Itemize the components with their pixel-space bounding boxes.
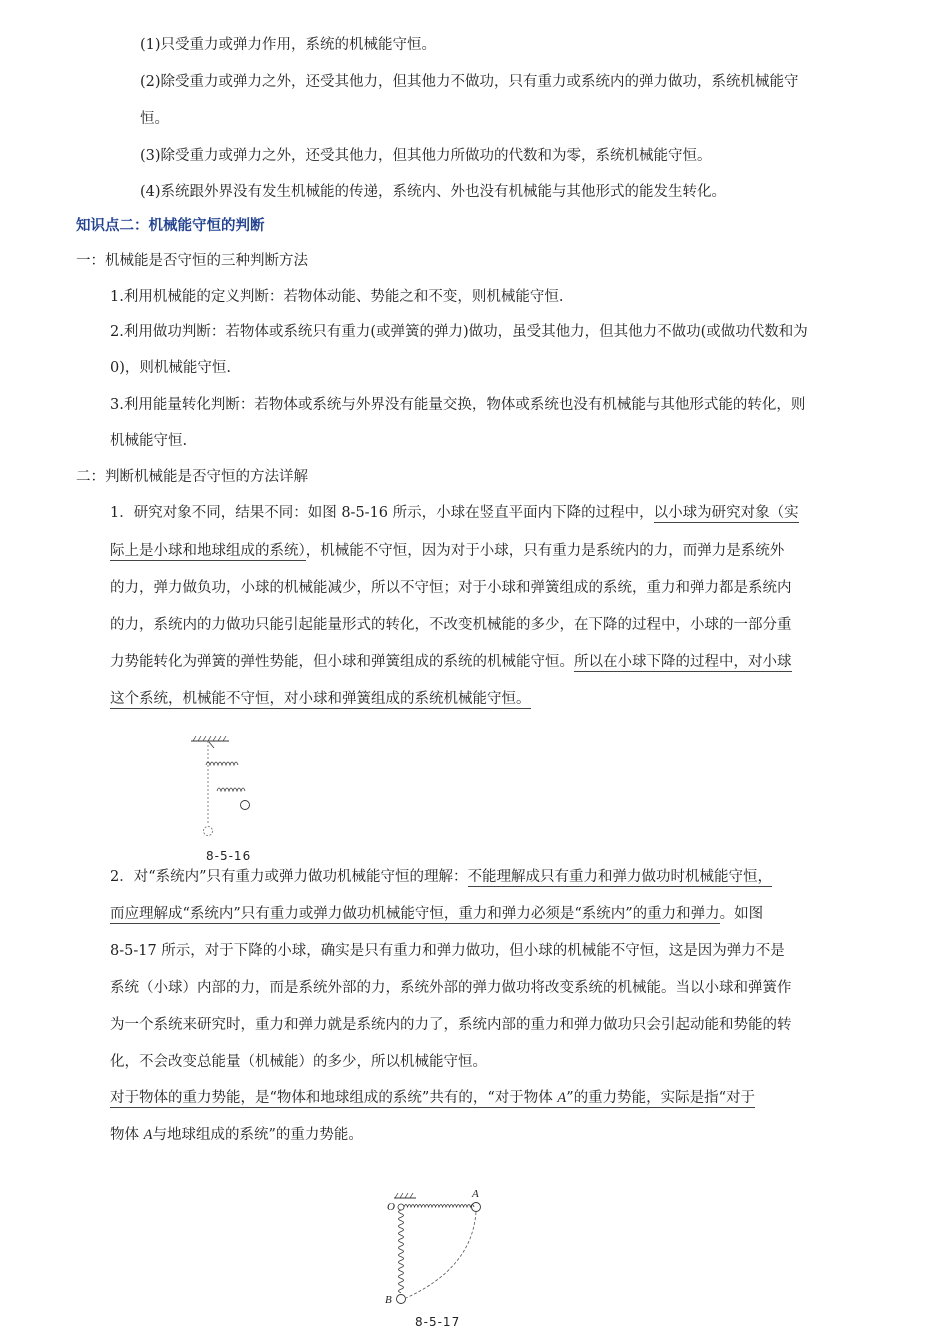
method-3-line2: 机械能守恒. [110,433,188,449]
label-a: A [472,1188,479,1200]
condition-4: (4)系统跟外界没有发生机械能的传递，系统内、外也没有机械能与其他形式的能发生转化。 [140,184,727,200]
detail2-line3: 8-5-17 所示，对于下降的小球，确实是只有重力和弹力做功，但小球的机械能不守恒，这是因为弹力不是 [110,943,785,959]
figure-8-5-16-caption: 8-5-16 [206,849,252,863]
figure-8-5-16 [185,735,265,845]
method-2-line1: 2.利用做功判断：若物体或系统只有重力(或弹簧的弹力)做功，虽受其他力，但其他力不做功(或做功代数和为 [110,324,808,340]
condition-2-line2: 恒。 [140,111,169,127]
figure-8-5-17 [380,1188,490,1308]
part1-title: 一：机械能是否守恒的三种判断方法 [76,253,308,269]
detail2-line5: 为一个系统来研究时，重力和弹力就是系统内的力了，系统内部的重力和弹力做功只会引起动能和势能的转 [110,1017,792,1033]
detail1-line2: 际上是小球和地球组成的系统），机械能不守恒，因为对于小球，只有重力是系统内的力，而弹力是系统外 [110,543,785,559]
detail2-line1: 2．对“系统内”只有重力或弹力做功机械能守恒的理解：不能理解成只有重力和弹力做功时机械能守恒， [110,869,773,885]
condition-2-line1: (2)除受重力或弹力之外，还受其他力，但其他力不做功，只有重力或系统内的弹力做功，系统机械能守 [140,74,799,90]
part2-title: 二：判断机械能是否守恒的方法详解 [76,469,308,485]
detail1-line5: 力势能转化为弹簧的弹性势能，但小球和弹簧组成的系统的机械能守恒。所以在小球下降的过程中，对小球 [110,654,792,670]
method-3-line1: 3.利用能量转化判断：若物体或系统与外界没有能量交换，物体或系统也没有机械能与其他形式能的转化，则 [110,397,806,413]
detail1-line3: 的力，弹力做负功，小球的机械能减少，所以不守恒；对于小球和弹簧组成的系统，重力和弹力都是系统内 [110,580,792,596]
detail2-line7: 对于物体的重力势能，是“物体和地球组成的系统”共有的，“对于物体 A”的重力势能，实际是指“对于 [110,1090,756,1106]
detail2-line2: 而应理解成“系统内”只有重力或弹力做功机械能守恒，重力和弹力必须是“系统内”的重力和弹力。如图 [110,906,764,922]
detail2-line6: 化，不会改变总能量（机械能）的多少，所以机械能守恒。 [110,1054,487,1070]
detail1-line6: 这个系统，机械能不守恒，对小球和弹簧组成的系统机械能守恒。 [110,691,531,707]
section-heading: 知识点二：机械能守恒的判断 [76,218,265,234]
detail2-line4: 系统（小球）内部的力，而是系统外部的力，系统外部的弹力做功将改变系统的机械能。当以小球和弹簧作 [110,980,792,996]
label-o: O [387,1201,395,1213]
condition-3: (3)除受重力或弹力之外，还受其他力，但其他力所做功的代数和为零，系统机械能守恒。 [140,148,712,164]
condition-1: (1)只受重力或弹力作用，系统的机械能守恒。 [140,37,437,53]
label-b: B [385,1294,392,1306]
method-2-line2: 0)，则机械能守恒. [110,360,231,376]
figure-8-5-17-caption: 8-5-17 [415,1315,461,1329]
detail1-line1: 1．研究对象不同，结果不同：如图 8-5-16 所示，小球在竖直平面内下降的过程中，以小球为研究对象（实 [110,505,799,521]
detail1-line4: 的力，系统内的力做功只能引起能量形式的转化，不改变机械能的多少，在下降的过程中，小球的一部分重 [110,617,792,633]
detail2-line8: 物体 A与地球组成的系统”的重力势能。 [110,1127,363,1143]
method-1: 1.利用机械能的定义判断：若物体动能、势能之和不变，则机械能守恒. [110,289,564,305]
